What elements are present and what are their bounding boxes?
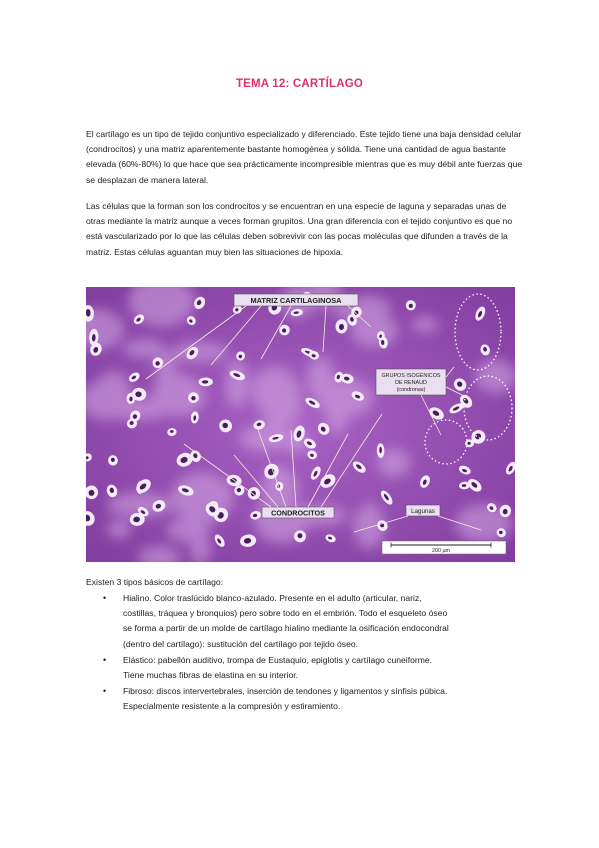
- paragraph-cells: Las células que la forman son los condrocitos y se encuentran en una especie de laguna y separadas unas de otras mediante la matriz aunque a veces forman grupitos. Una gran diferencia con el tejido conjuntivo es que no está vascularizado por lo que las células deben sobrevivir con las pocas moléculas que difunden a través de la matriz. Estas células aguantan muy bien las situaciones de hipoxia.: [86, 201, 513, 257]
- types-intro: Existen 3 tipos básicos de cartílago:: [86, 577, 224, 587]
- scale-bar: [382, 541, 506, 554]
- lacuna-cell: [406, 300, 416, 310]
- svg-text:GRUPOS ISOGÉNICOS: GRUPOS ISOGÉNICOS: [381, 373, 441, 379]
- bullet-icon: •: [103, 593, 107, 603]
- cartilage-micrograph: [86, 287, 515, 562]
- chondrocytes-label: CONDROCITOS: [271, 508, 325, 518]
- scale-label: 200 µm: [431, 548, 451, 554]
- bullet-icon: •: [103, 654, 107, 665]
- list-item-hyaline: • Hialino. Color traslúcido blanco-azulado. Presente en el adulto (articular, nariz, costillas, tráquea y bronquios) pero sobre todo en el embrión. Todo el esqueleto óseo se forma a partir de un molde de cartílago hialino mediante la osificación endocondral (dentro del cartílago): sustitución del cartílago por tejido óseo.: [103, 593, 449, 649]
- list-item-fibrous: • Fibroso: discos intervertebrales, inserción de tendones y ligamentos y sínfisis púbica. Especialmente resistente a la compresión y estiramiento.: [103, 686, 448, 712]
- svg-text:(condronas): (condronas): [396, 387, 426, 393]
- paragraph-intro: El cartílago es un tipo de tejido conjuntivo especializado y diferenciado. Este tejido tiene una baja densidad celular (condrocitos) y una matriz aparentemente bastante homogénea y sólida. Tiene una cantidad de agua bastante elevada (60%-80%) lo que hace que sea prácticamente incompresible mientras que es muy débil ante fuerzas que se desplazan de manera lateral.: [86, 129, 523, 185]
- matrix-label: MATRIZ CARTILAGINOSA: [250, 296, 342, 305]
- bullet-icon: •: [103, 686, 107, 697]
- svg-text:DE RENAUD: DE RENAUD: [395, 380, 427, 386]
- lacunae-label: Lagunas: [411, 508, 435, 515]
- cartilage-types-list: [103, 591, 523, 716]
- list-item-elastic: • Elástico: pabellón auditivo, trompa de Eustaquio, epiglotis y cartílago cuneiforme. Tiene muchas fibras de elastina en su interior.: [103, 654, 433, 681]
- page-title: TEMA 12: CARTÍLAGO: [235, 78, 364, 90]
